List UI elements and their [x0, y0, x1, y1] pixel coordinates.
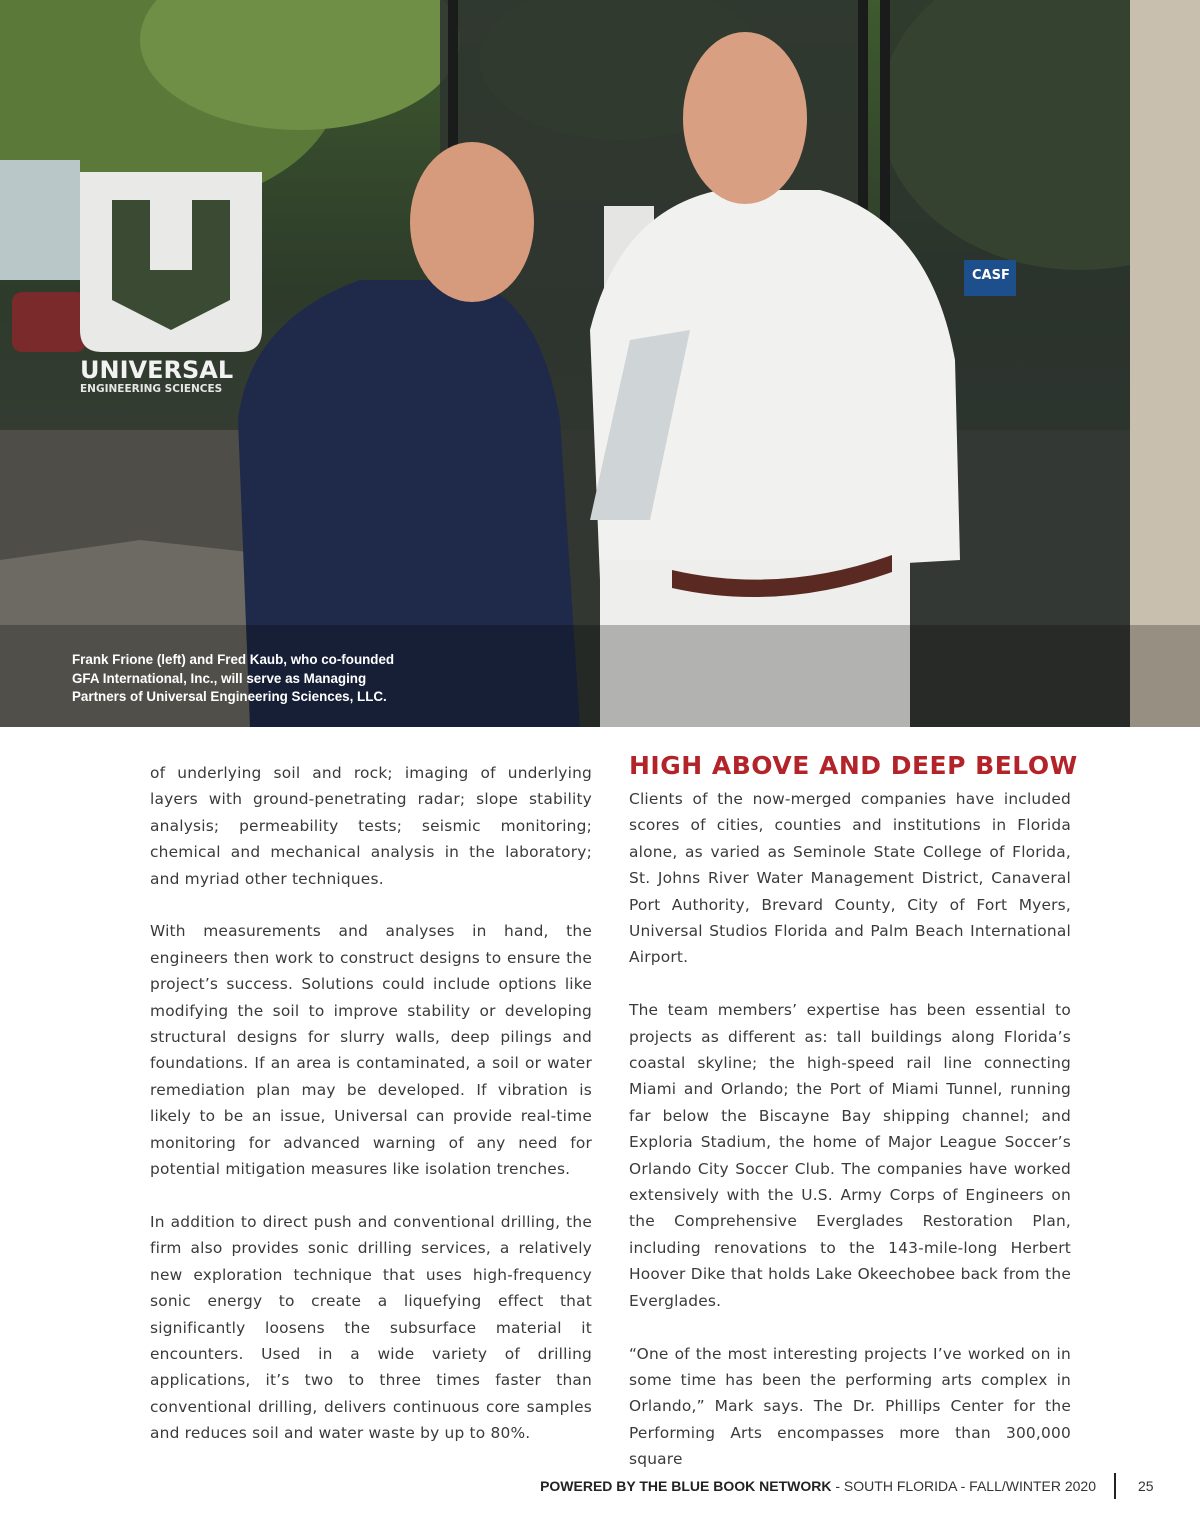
- footer-divider: [1114, 1473, 1116, 1499]
- article-paragraph: “One of the most interesting projects I’ve worked on in some time has been the performing arts complex in Orlando,” Mark says. The Dr. Phillips Center for the Performing Arts encompasses more than 300,000 square: [629, 1344, 1071, 1469]
- logo-sign-text: UNIVERSAL: [80, 356, 234, 384]
- photo-illustration: [0, 0, 1200, 727]
- article-paragraph: Clients of the now-merged companies have included scores of cities, counties and institutions in Florida alone, as varied as Seminole State College of Florida, St. Johns River Water Management District, Canaveral Port Authority, Brevard County, City of Fort Myers, Universal Studios Florida and Palm Beach International Airport.: [629, 790, 1071, 967]
- caption-line: GFA International, Inc., will serve as Managing: [72, 670, 367, 686]
- right-article-column: [629, 786, 1071, 1499]
- article-paragraph: The team members’ expertise has been essential to projects as different as: tall buildings along Florida’s coastal skyline; the high-speed rail line connecting Miami and Orlando; the Port of Miami Tunnel, running far below the Biscayne Bay shipping channel; and Exploria Stadium, the home of Major League Soccer’s Orlando City Soccer Club. The companies have worked extensively with the U.S. Army Corps of Engineers on the Comprehensive Everglades Restoration Plan, including renovations to the 143-mile-long Herbert Hoover Dike that holds Lake Okeechobee back from the Everglades.: [629, 1001, 1071, 1310]
- casf-sticker-text: CASF: [972, 268, 1010, 283]
- article-paragraph: of underlying soil and rock; imaging of underlying layers with ground-penetrating radar; slope stability analysis; permeability tests; seismic monitoring; chemical and mechanical analysis in the laboratory; and myriad other techniques.: [150, 764, 592, 888]
- page-number: 25: [1138, 1478, 1154, 1494]
- footer-edition: - SOUTH FLORIDA - FALL/WINTER 2020: [831, 1478, 1096, 1494]
- page-footer: [540, 1478, 1096, 1494]
- photo-caption: [72, 651, 452, 707]
- logo-sign-subtext: ENGINEERING SCIENCES: [80, 383, 223, 395]
- article-paragraph: With measurements and analyses in hand, the engineers then work to construct designs to ensure the project’s success. Solutions could include options like modifying the soil to improve stability or developing structural designs for slurry walls, deep pilings and foundations. If an area is contaminated, a soil or water remediation plan may be developed. If vibration is likely to be an issue, Universal can provide real-time monitoring for advanced warning of any need for potential mitigation measures like isolation trenches.: [150, 922, 592, 1179]
- cover-photo: [0, 0, 1200, 727]
- section-heading: HIGH ABOVE AND DEEP BELOW: [629, 751, 1078, 780]
- left-article-column: [150, 760, 592, 1473]
- caption-line: Partners of Universal Engineering Sciences, LLC.: [72, 689, 387, 704]
- caption-line: Frank Frione (left) and Fred Kaub, who co-founded: [72, 652, 395, 667]
- article-paragraph: In addition to direct push and conventional drilling, the firm also provides sonic drilling services, a relatively new exploration technique that uses high-frequency sonic energy to create a liquefying effect that significantly loosens the subsurface material it encounters. Used in a wide variety of drilling applications, it’s two to three times faster than conventional drilling, delivers continuous core samples and reduces soil and water waste by up to 80%.: [150, 1212, 592, 1443]
- footer-brand: POWERED BY THE BLUE BOOK NETWORK: [540, 1478, 832, 1494]
